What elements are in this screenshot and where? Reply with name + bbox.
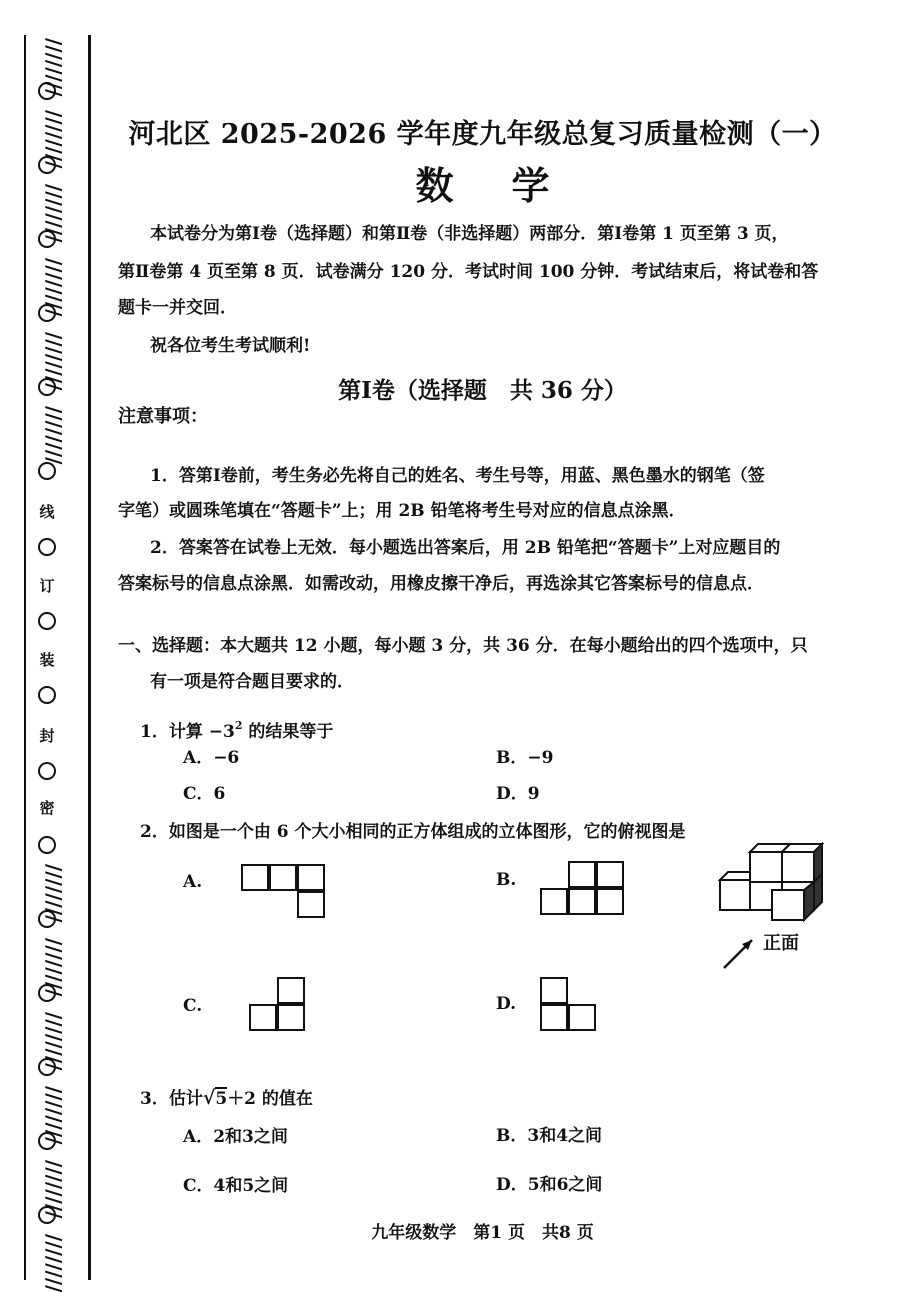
binding-label-mi: 密 xyxy=(39,799,55,817)
binding-label-ding: 订 xyxy=(39,577,55,595)
binding-dashes: //////// xyxy=(42,406,66,465)
binding-circle xyxy=(30,1206,64,1228)
q1-option-c[interactable]: C．6 xyxy=(183,784,226,804)
binding-dashes: //////// xyxy=(42,258,66,317)
binding-circle xyxy=(30,1058,64,1080)
binding-circle xyxy=(30,82,64,104)
note-2-line-1: 2．答案答在试卷上无效．每小题选出答案后，用 2B 铅笔把“答题卡”上对应题目的 xyxy=(150,538,781,558)
binding-circle xyxy=(30,538,64,560)
binding-dashes: //////// xyxy=(42,184,66,243)
binding-dashes: //////// xyxy=(42,938,66,997)
q2-option-b[interactable]: B. xyxy=(496,870,517,890)
binding-circle xyxy=(30,230,64,252)
question-1-stem-suffix: 的结果等于 xyxy=(242,722,334,742)
binding-dashes: //////// xyxy=(42,1234,66,1292)
binding-circle xyxy=(30,612,64,634)
question-1-stem-prefix: 1．计算 −3 xyxy=(140,722,235,742)
q2-option-d[interactable]: D. xyxy=(496,994,517,1014)
notice-heading: 注意事项： xyxy=(118,406,208,427)
q1-option-d[interactable]: D．9 xyxy=(496,784,540,804)
cube-solid-figure xyxy=(712,838,832,976)
intro-line-2: 第Ⅱ卷第 4 页至第 8 页．试卷满分 120 分．考试时间 100 分钟．考试结束后，将试卷和答 xyxy=(118,262,819,282)
binding-dashes: //////// xyxy=(42,38,66,97)
binding-label-zhuang: 装 xyxy=(39,651,55,669)
front-label: 正面 xyxy=(763,933,799,954)
binding-label-feng: 封 xyxy=(39,727,55,745)
binding-dashes: //////// xyxy=(42,1086,66,1145)
binding-dashes: //////// xyxy=(42,864,66,923)
question-3-stem-suffix: ＋2 的值在 xyxy=(227,1089,313,1109)
q2-option-a[interactable]: A. xyxy=(183,872,203,892)
question-1-exponent: 2 xyxy=(234,719,243,732)
page-footer: 九年级数学 第1 页 共8 页 xyxy=(371,1223,594,1243)
binding-circle xyxy=(30,762,64,784)
section-1-line-1: 一、选择题：本大题共 12 小题，每小题 3 分，共 36 分．在每小题给出的四个选项中，只 xyxy=(118,636,808,656)
binding-dashes: //////// xyxy=(42,1012,66,1071)
exam-title: 河北区 2025-2026 学年度九年级总复习质量检测（一） xyxy=(128,119,837,150)
question-1-stem xyxy=(140,716,333,742)
note-2-line-2: 答案标号的信息点涂黑．如需改动，用橡皮擦干净后，再选涂其它答案标号的信息点． xyxy=(118,574,764,594)
q2-option-c[interactable]: C. xyxy=(183,996,203,1016)
q3-option-d[interactable]: D．5和6之间 xyxy=(496,1175,603,1195)
binding-circle xyxy=(30,836,64,858)
binding-circle xyxy=(30,156,64,178)
volume-title: 第Ⅰ卷（选择题 共 36 分） xyxy=(338,377,627,404)
section-1-line-2: 有一项是符合题目要求的． xyxy=(150,672,354,692)
q3-option-c[interactable]: C．4和5之间 xyxy=(183,1176,289,1196)
binding-label-xian: 线 xyxy=(39,503,55,521)
intro-line-3: 题卡一并交回． xyxy=(118,298,237,318)
intro-line-1: 本试卷分为第Ⅰ卷（选择题）和第Ⅱ卷（非选择题）两部分．第Ⅰ卷第 1 页至第 3 页， xyxy=(150,224,789,244)
q1-option-a[interactable]: A．−6 xyxy=(183,748,240,768)
question-2-stem: 2．如图是一个由 6 个大小相同的正方体组成的立体图形，它的俯视图是 xyxy=(140,822,686,842)
binding-line-right xyxy=(88,35,91,1280)
question-3-stem-prefix: 3．估计 xyxy=(140,1089,203,1109)
binding-circle xyxy=(30,984,64,1006)
note-1-line-2: 字笔）或圆珠笔填在“答题卡”上；用 2B 铅笔将考生号对应的信息点涂黑． xyxy=(118,501,686,521)
q3-option-a[interactable]: A．2和3之间 xyxy=(183,1127,288,1147)
binding-circle xyxy=(30,462,64,484)
question-3-stem xyxy=(140,1088,313,1109)
q1-option-b[interactable]: B．−9 xyxy=(496,748,554,768)
binding-circle xyxy=(30,910,64,932)
question-3-radicand: 5 xyxy=(215,1089,228,1109)
binding-column xyxy=(30,38,66,1292)
binding-dashes: //////// xyxy=(42,332,66,391)
binding-dashes: //////// xyxy=(42,1160,66,1219)
binding-circle xyxy=(30,304,64,326)
q3-option-b[interactable]: B．3和4之间 xyxy=(496,1126,603,1146)
note-1-line-1: 1．答第Ⅰ卷前，考生务必先将自己的姓名、考生号等，用蓝、黑色墨水的钢笔（签 xyxy=(150,466,765,486)
binding-circle xyxy=(30,378,64,400)
sqrt-symbol: √ xyxy=(202,1087,216,1109)
binding-line-left xyxy=(24,35,26,1280)
binding-circle xyxy=(30,1132,64,1154)
binding-dashes: //////// xyxy=(42,110,66,169)
wish-line: 祝各位考生考试顺利! xyxy=(150,336,311,356)
subject-title: 数学 xyxy=(415,163,608,208)
binding-circle xyxy=(30,686,64,708)
